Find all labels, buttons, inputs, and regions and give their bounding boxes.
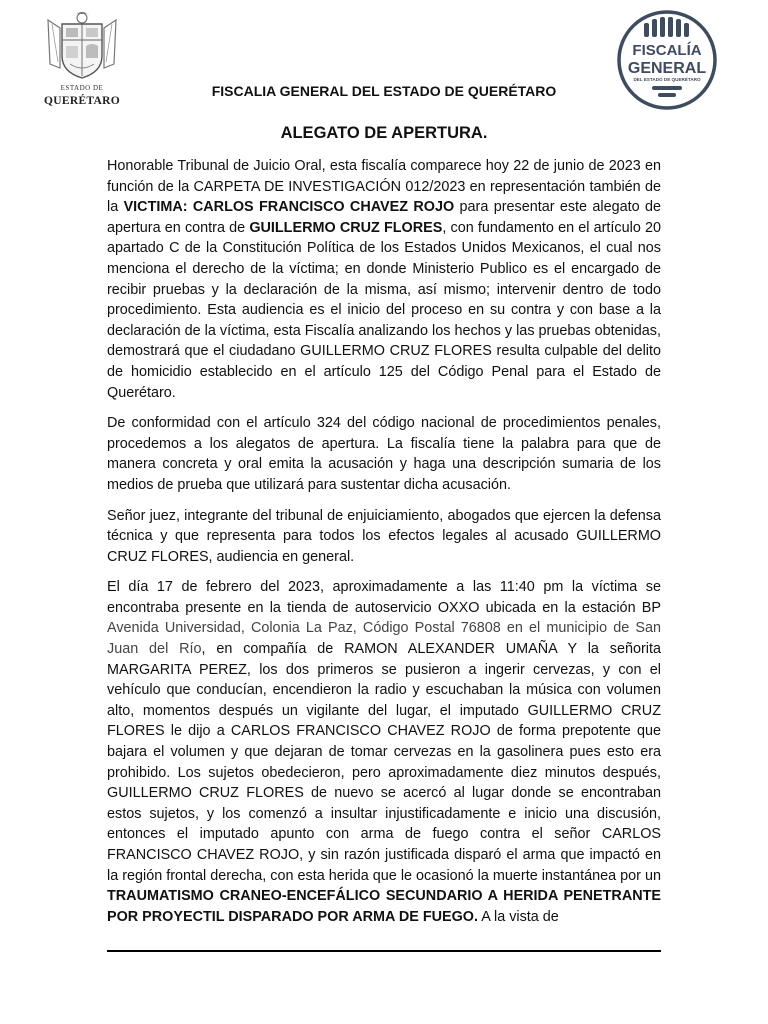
paragraph-1-text-a: Honorable Tribunal de Juicio Oral, esta fiscalía comparece hoy 22 de junio de 2023 en función de la CARPETA DE INVESTIGACIÓN 012/2023 en representación también de la: [107, 158, 661, 216]
paragraph-3: Señor juez, integrante del tribunal de enjuiciamiento, abogados que ejercen la defensa técnica y que representa para todos los efectos legales al acusado GUILLERMO CRUZ FLORES, audiencia en general.: [107, 507, 661, 565]
coat-of-arms-icon: [40, 6, 124, 84]
seal-text-general: GENERAL: [627, 60, 707, 77]
paragraph-4-text-a: El día 17 de febrero del 2023, aproximadamente a las 11:40 pm la víctima se encontraba presente en la tienda de autoservicio OXXO ubicada en la estación BP: [107, 579, 661, 616]
location-address: Avenida Universidad, Colonia La Paz, Código Postal 76808 en el municipio de San Juan del Río: [107, 620, 661, 658]
document-title: ALEGATO DE APERTURA.: [280, 124, 488, 142]
victim-name: VICTIMA: CARLOS FRANCISCO CHAVEZ ROJO: [123, 199, 455, 216]
coat-caption-queretaro: QUERÉTARO: [44, 95, 120, 107]
seal-text-estado: DEL ESTADO DE QUERÉTARO: [633, 77, 701, 82]
footer-rule: [107, 950, 661, 952]
paragraph-1-text-b: para presentar este alegato de apertura en contra de: [107, 199, 662, 236]
paragraph-2: De conformidad con el artículo 324 del código nacional de procedimientos penales, procedemos a los alegatos de apertura. La fiscalía tiene la palabra para que de manera concreta y oral emita la acusación y haga una descripción sumaria de los medios de prueba que utilizará para sustentar dicha acusación.: [107, 415, 661, 493]
paragraph-1-text-c: , con fundamento en el artículo 20 apartado C de la Constitución Política de los Estados Unidos Mexicanos, el cual nos menciona el derecho de la víctima; en donde Ministerio Publico es el encargado de recibir pruebas y la declaración de la misma, así mismo; intervenir dentro de todo procedimiento. Esta audiencia es el inicio del proceso en su contra y con base a la declaración de la víctima, esta Fiscalía analizando los hechos y las pruebas obtenidas, demostrará que el ciudadano GUILLERMO CRUZ FLORES resulta culpable del delito de homicidio establecido en el artículo 125 del Código Penal para el Estado de Querétaro.: [107, 219, 662, 401]
institution-title: FISCALIA GENERAL DEL ESTADO DE QUERÉTARO: [211, 83, 557, 99]
seal-text-fiscalia: FISCALÍA: [632, 42, 702, 59]
cause-of-death: TRAUMATISMO CRANEO-ENCEFÁLICO SECUNDARIO A HERIDA PENETRANTE POR PROYECTIL DISPARADO POR ARMA DE FUEGO.: [107, 888, 661, 925]
document-body: [107, 156, 661, 937]
paragraph-4-text-b: , en compañía de RAMON ALEXANDER UMAÑA Y la señorita MARGARITA PEREZ, los dos primeros se pusieron a ingerir cervezas, y con el vehículo que conducían, encendieron la radio y escuchaban la música con volumen alto, momentos después un vigilante del lugar, el imputado GUILLERMO CRUZ FLORES le dijo a CARLOS FRANCISCO CHAVEZ ROJO de forma prepotente que bajara el volumen y que dejaran de tomar cervezas en la gasolinera pues esto era prohibido. Los sujetos obedecieron, pero aproximadamente diez minutos después, GUILLERMO CRUZ FLORES de nuevo se acercó al lugar donde se encontraban estos sujetos, y los comenzó a insultar injustificadamente e inicio una discusión, entonces el imputado apunto con arma de fuego contra el señor CARLOS FRANCISCO CHAVEZ ROJO, y sin razón justificada disparó el arma que impactó en la región frontal derecha, con esta herida que le ocasionó la muerte instantánea por un: [107, 641, 661, 884]
paragraph-4-text-c: A la vista de: [478, 908, 559, 925]
coat-caption-estado: ESTADO DE: [60, 84, 104, 92]
paragraph-1: [107, 156, 661, 403]
accused-name: GUILLERMO CRUZ FLORES: [249, 219, 443, 236]
paragraph-4: [107, 577, 661, 927]
